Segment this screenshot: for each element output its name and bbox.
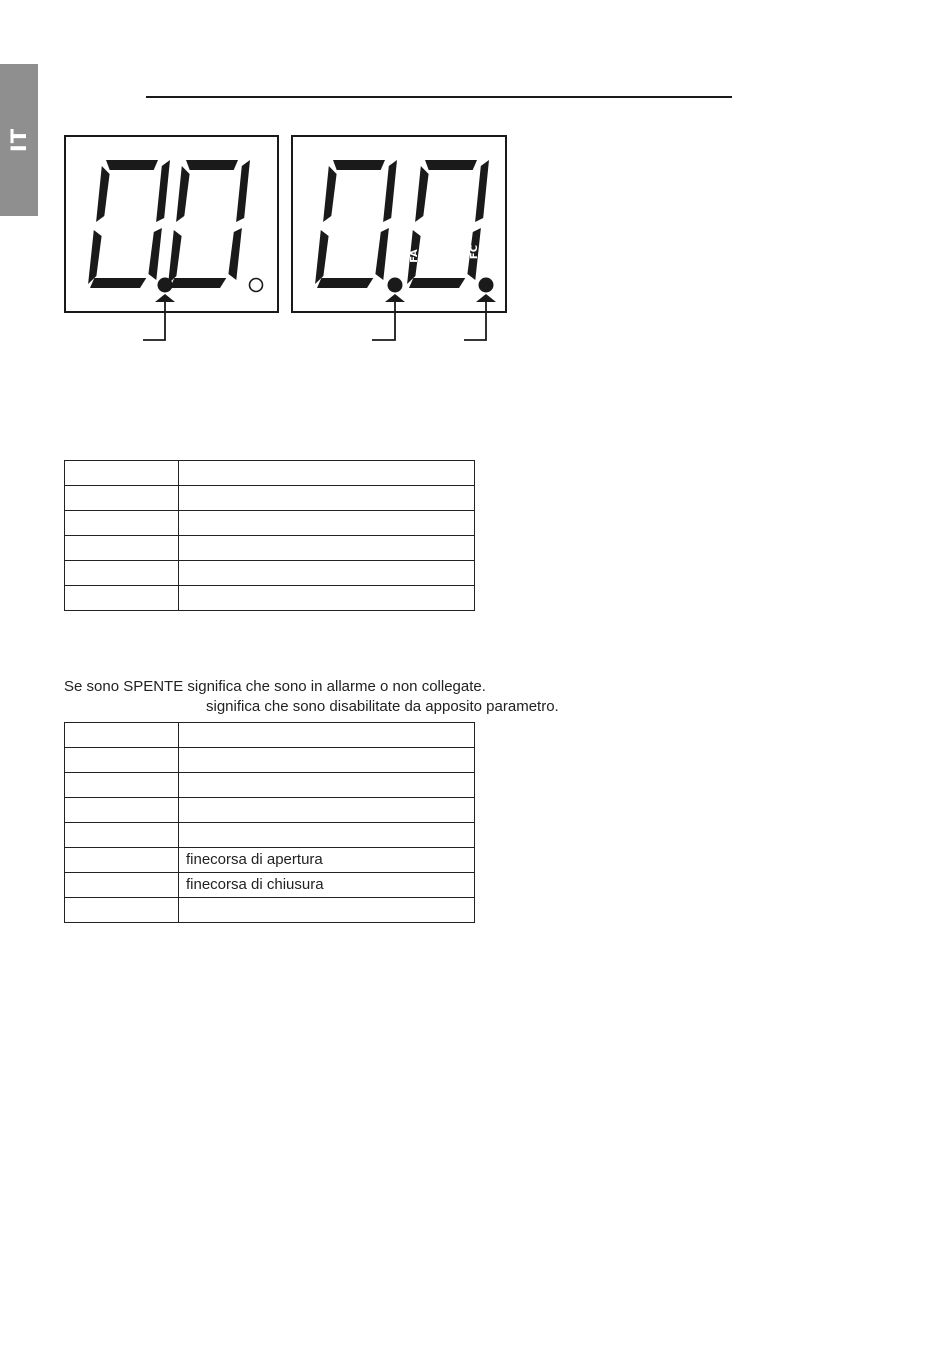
table-cell-key [65,723,179,748]
table-2 [64,722,475,923]
table-cell-key [65,748,179,773]
table-row [65,873,475,898]
table-cell-key [65,798,179,823]
table-row [65,823,475,848]
arrow-line [464,302,486,340]
table-cell-key [65,773,179,798]
table-row [65,561,475,586]
segment-6 [317,278,373,288]
segment-label-fa: FA [409,249,420,263]
arrow-line [143,302,165,340]
segment-4 [88,230,102,284]
segment-6 [409,278,465,288]
table-1 [64,460,475,611]
arrow-head [385,294,405,302]
arrow-head [476,294,496,302]
table-row [65,723,475,748]
language-tab-label: IT [7,127,31,153]
table-cell-value [179,486,475,511]
digit-right-1 [315,160,397,288]
table-cell-key [65,536,179,561]
table-cell-key [65,898,179,923]
table-cell-value: finecorsa di apertura [179,848,475,873]
pointer-arrow-fc [464,294,496,340]
led-fa [388,278,403,293]
decimal-point-off [250,279,263,292]
segment-1 [425,160,477,170]
decimal-point-led [158,278,173,293]
table-row [65,773,475,798]
segment-5 [228,228,242,280]
table-cell-value [179,561,475,586]
segment-1 [333,160,385,170]
led-display-diagram [0,0,950,360]
table-row [65,798,475,823]
segment-6 [90,278,146,288]
table-row [65,511,475,536]
table-row [65,536,475,561]
table-cell-key [65,486,179,511]
arrow-head [155,294,175,302]
table-cell-value [179,773,475,798]
segment-2 [96,166,110,222]
table-cell-key [65,561,179,586]
digit-left-2 [168,160,250,288]
segment-5 [375,228,389,280]
note-line-2: significa che sono disabilitate da apposito parametro. [206,698,559,715]
segment-2 [323,166,337,222]
table-cell-value [179,586,475,611]
note-line-1: Se sono SPENTE significa che sono in allarme o non collegate. [64,678,486,695]
segment-3 [383,160,397,222]
table-row [65,461,475,486]
segment-5 [148,228,162,280]
table-cell-value [179,511,475,536]
table-row [65,486,475,511]
table-cell-key [65,873,179,898]
segment-2 [415,166,429,222]
pointer-arrow-fa [372,294,405,340]
segment-4 [315,230,329,284]
segment-6 [170,278,226,288]
segment-3 [156,160,170,222]
segment-2 [176,166,190,222]
table-cell-key [65,511,179,536]
led-fc [479,278,494,293]
table-row [65,748,475,773]
digit-left-1 [88,160,170,288]
segment-3 [236,160,250,222]
table-row [65,898,475,923]
table-cell-value [179,798,475,823]
pointer-arrow-dp [143,294,175,340]
table-cell-key [65,586,179,611]
segment-1 [186,160,238,170]
segment-1 [106,160,158,170]
segment-label-fc: FC [469,244,480,260]
table-cell-key [65,823,179,848]
table-cell-value [179,823,475,848]
arrow-line [372,302,395,340]
table-cell-value: finecorsa di chiusura [179,873,475,898]
table-cell-value [179,898,475,923]
digit-right-2 [407,160,489,288]
table-cell-value [179,723,475,748]
table-cell-key [65,848,179,873]
segment-3 [475,160,489,222]
table-row [65,848,475,873]
table-cell-value [179,748,475,773]
table-cell-value [179,461,475,486]
table-cell-value [179,536,475,561]
table-row [65,586,475,611]
segment-4 [168,230,182,284]
table-cell-key [65,461,179,486]
